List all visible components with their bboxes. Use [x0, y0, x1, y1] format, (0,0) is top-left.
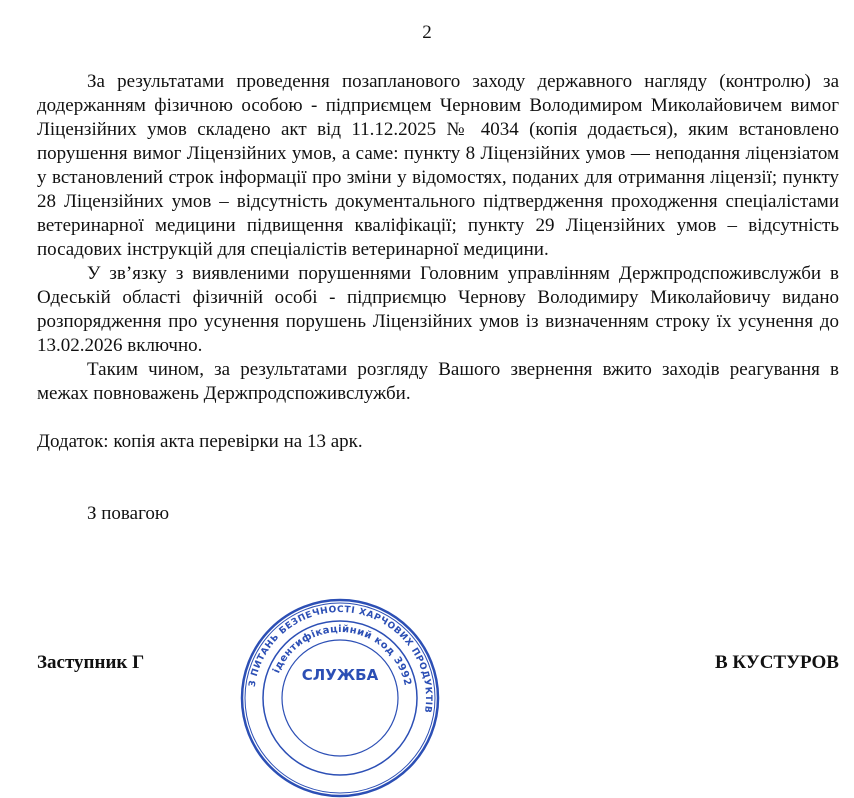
paragraph-inspection-results: За результатами проведення позапланового заходу державного нагляду (контролю) за додержанням фізичною особою - підприємцем Черновим Володимиром Миколайовичем вимог Ліцензійних умов складено акт від 11.12.2025 № 4034 (копія додається), яким встановлено порушення вимог Ліцензійних умов, а саме: пункту 8 Ліцензійних умов — неподання ліцензіатом у встановлений строк інформації про зміни у відомостях, поданих для отримання ліцензії; пункту 28 Ліцензійних умов – відсутність документального підтвердження проходження спеціалістами ветеринарної медицини підвищення кваліфікації; пункту 29 Ліцензійних умов – відсутність посадових інструкцій для спеціалістів ветеринарної медицини.	[37, 71, 839, 260]
signatory-name: В КУСТУРОВ	[714, 652, 839, 673]
stamp-outer-text: З ПИТАНЬ БЕЗПЕЧНОСТІ ХАРЧОВИХ ПРОДУКТІВ	[247, 604, 434, 714]
official-stamp	[240, 598, 440, 798]
signatory-position: Заступник Г	[37, 652, 145, 673]
paragraph-conclusion: Таким чином, за результатами розгляду Вашого звернення вжито заходів реагування в межах повноважень Держпродспоживслужби.	[37, 359, 839, 404]
attachment-note: Додаток: копія акта перевірки на 13 арк.	[37, 431, 363, 452]
closing-phrase: З повагою	[87, 503, 170, 524]
paragraph-order-issued: У зв’язку з виявленими порушеннями Головним управлінням Держпродспоживслужби в Одеській області фізичній особі - підприємцю Чернову Володимиру Миколайовичу видано розпорядження про усунення порушень Ліцензійних умов із визначенням строку їх усунення до 13.02.2026 включно.	[37, 263, 839, 356]
page-number: 2	[422, 22, 432, 43]
stamp-inner-text: ідентифікаційний код 3992	[271, 623, 413, 687]
stamp-center-text: СЛУЖБА	[301, 666, 379, 684]
letter-body	[37, 70, 839, 526]
